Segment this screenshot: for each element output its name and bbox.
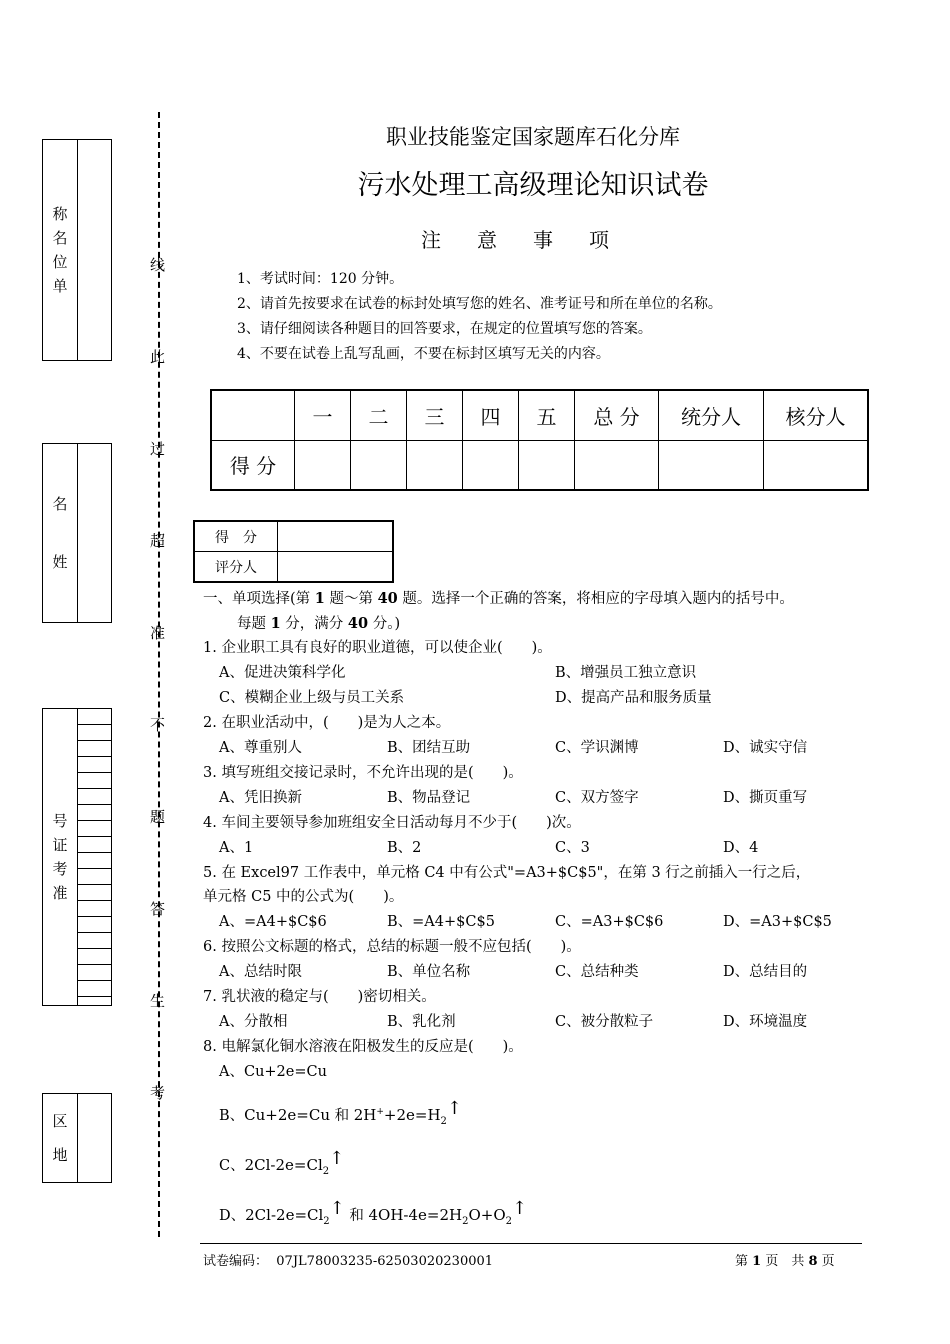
notice-item: 4、不要在试卷上乱写乱画，不要在标封区填写无关的内容。: [237, 346, 610, 362]
option: D、环境温度: [723, 1014, 808, 1030]
question-text: 1. 企业职工具有良好的职业道德，可以使企业( )。: [203, 640, 552, 656]
score-header: 总 分: [575, 390, 659, 440]
option: D、总结目的: [723, 964, 808, 980]
section-score-cell[interactable]: [278, 521, 394, 552]
score-table: [210, 389, 869, 491]
option-formula: C、$2Cl-2e=Cl_2↑$: [219, 1148, 345, 1177]
score-cell[interactable]: [764, 440, 869, 490]
seal-char: 答: [150, 900, 166, 918]
name-label: 名 姓: [43, 444, 78, 622]
question-text: 4. 车间主要领导参加班组安全日活动每月不少于( )次。: [203, 815, 581, 831]
name-box: [42, 443, 112, 623]
seal-char: 题: [150, 808, 166, 826]
notice-item: 2、请首先按要求在试卷的标封处填写您的姓名、准考证号和所在单位的名称。: [237, 296, 722, 312]
question-text: 8. 电解氯化铜水溶液在阳极发生的反应是( )。: [203, 1039, 523, 1055]
score-table-corner: [211, 390, 295, 440]
section-score-table: [193, 520, 394, 583]
section-grader-label: 评分人: [194, 552, 278, 583]
footer-page: 第 1 页 共 8 页: [735, 1254, 835, 1269]
option: C、学识渊博: [555, 740, 639, 756]
option: D、=A3+$C$5: [723, 914, 832, 930]
score-header: 一: [295, 390, 351, 440]
score-header: 二: [351, 390, 407, 440]
notice-heading: 注意事项: [421, 228, 645, 252]
seal-char: 此: [150, 348, 166, 366]
score-header: 五: [519, 390, 575, 440]
option: D、提高产品和服务质量: [555, 690, 712, 706]
option: B、单位名称: [387, 964, 471, 980]
score-cell[interactable]: [659, 440, 764, 490]
option: D、诚实守信: [723, 740, 808, 756]
score-cell[interactable]: [463, 440, 519, 490]
score-cell[interactable]: [295, 440, 351, 490]
option: A、=A4+$C$6: [219, 914, 327, 930]
option: C、3: [555, 840, 590, 856]
org-title: 职业技能鉴定国家题库石化分库: [386, 125, 680, 149]
section-intro: 一、单项选择(第 1 题～第 40 题。选择一个正确的答案，将相应的字母填入题内的括号中。: [203, 590, 794, 607]
exam-title: 污水处理工高级理论知识试卷: [357, 170, 709, 201]
id-digit-grid: [78, 709, 111, 997]
score-cell[interactable]: [407, 440, 463, 490]
option: A、凭旧换新: [219, 790, 302, 806]
option: A、总结时限: [219, 964, 302, 980]
footer-code: 试卷编码： 07JL78003235-62503020230001: [203, 1254, 494, 1269]
option: C、=A3+$C$6: [555, 914, 664, 930]
option: B、物品登记: [387, 790, 471, 806]
option: B、增强员工独立意识: [555, 665, 697, 681]
seal-char: 过: [150, 440, 166, 458]
score-cell[interactable]: [351, 440, 407, 490]
seal-char: 考: [150, 1084, 166, 1102]
question-text-cont: 单元格 C5 中的公式为( )。: [203, 889, 404, 905]
id-box: [42, 708, 112, 1006]
section-grader-cell[interactable]: [278, 552, 394, 583]
option: A、Cu+2e=Cu: [219, 1064, 327, 1080]
seal-dashed-line: [158, 112, 160, 1237]
score-cell[interactable]: [575, 440, 659, 490]
section-score-label: 得 分: [194, 521, 278, 552]
seal-char: 准: [150, 624, 166, 642]
option: B、乳化剂: [387, 1014, 456, 1030]
notice-item: 1、考试时间：120 分钟。: [237, 271, 404, 287]
section-intro-2: 每题 1 分，满分 40 分。): [237, 615, 401, 632]
option: D、撕页重写: [723, 790, 808, 806]
question-text: 7. 乳状液的稳定与( )密切相关。: [203, 989, 436, 1005]
id-label: 号 证 考 准: [43, 709, 78, 1005]
score-row-label: 得 分: [211, 440, 295, 490]
seal-char: 生: [150, 992, 166, 1010]
option: B、2: [387, 840, 422, 856]
option: C、模糊企业上级与员工关系: [219, 690, 405, 706]
seal-char: 线: [150, 256, 166, 274]
option: B、=A4+$C$5: [387, 914, 495, 930]
seal-char: 不: [150, 716, 166, 734]
notice-item: 3、请仔细阅读各种题目的回答要求，在规定的位置填写您的答案。: [237, 321, 652, 337]
score-cell[interactable]: [519, 440, 575, 490]
option: A、促进决策科学化: [219, 665, 346, 681]
seal-char: 超: [150, 532, 166, 550]
question-text: 5. 在 Excel97 工作表中，单元格 C4 中有公式"=A3+$C$5"，在第 3 行之前插入一行之后，: [203, 865, 811, 881]
option: C、双方签字: [555, 790, 639, 806]
score-header: 统分人: [659, 390, 764, 440]
option: A、尊重别人: [219, 740, 302, 756]
option: D、4: [723, 840, 759, 856]
region-box: [42, 1093, 112, 1183]
score-header: 三: [407, 390, 463, 440]
option-formula: B、Cu+2e=Cu 和 $2H^++2e=H_2↑$: [219, 1098, 462, 1127]
option: A、1: [219, 840, 254, 856]
question-text: 3. 填写班组交接记录时，不允许出现的是( )。: [203, 765, 523, 781]
footer-rule: [200, 1243, 862, 1244]
question-text: 6. 按照公文标题的格式，总结的标题一般不应包括( )。: [203, 939, 581, 955]
option-formula: D、$2Cl-2e=Cl_2↑$ 和 $4OH-4e=2H_2O+O_2↑$: [219, 1198, 528, 1227]
score-header: 核分人: [764, 390, 869, 440]
score-header: 四: [463, 390, 519, 440]
unit-label: 称 名 位 单: [43, 140, 78, 360]
option: A、分散相: [219, 1014, 288, 1030]
option: B、团结互助: [387, 740, 471, 756]
question-text: 2. 在职业活动中，( )是为人之本。: [203, 715, 451, 731]
option: C、总结种类: [555, 964, 639, 980]
option: C、被分散粒子: [555, 1014, 654, 1030]
region-label: 区 地: [43, 1094, 78, 1182]
